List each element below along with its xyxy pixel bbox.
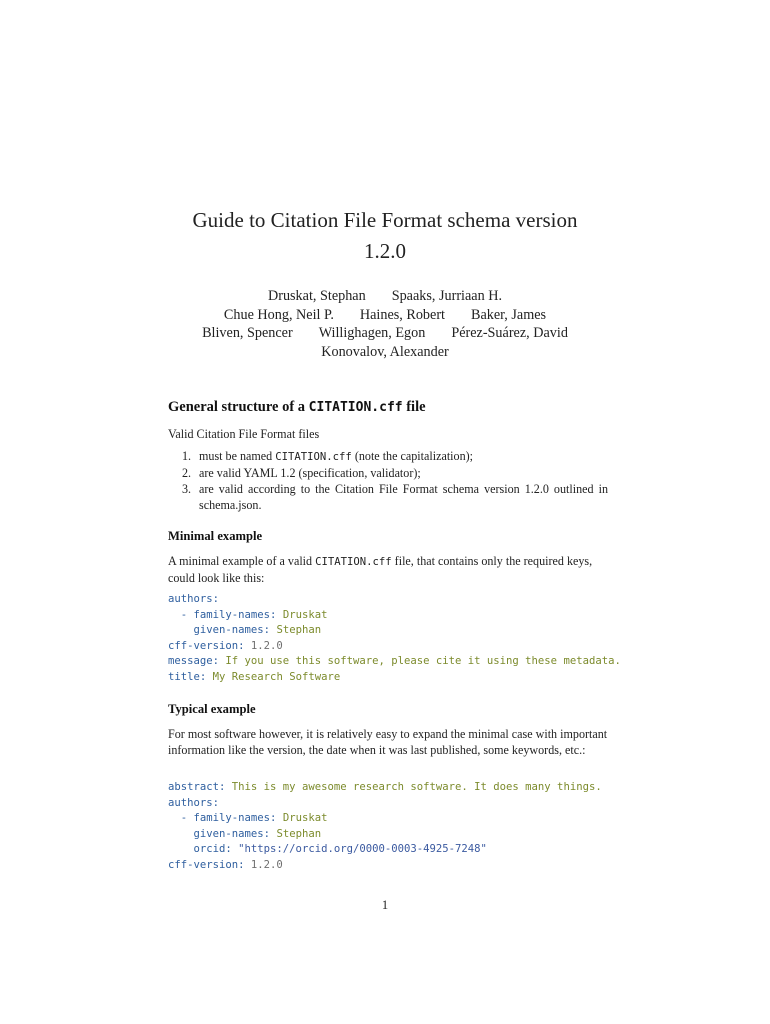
author-row — [150, 324, 620, 343]
code-line — [168, 608, 648, 624]
code-value: Stephan — [270, 827, 322, 840]
code-value: "https://orcid.org/0000-0003-4925-7248" — [231, 843, 487, 856]
list-number: 3. — [182, 482, 192, 496]
author-list — [150, 287, 620, 361]
paragraph-code: CITATION.cff — [315, 556, 392, 568]
list-text: are valid YAML 1.2 (specification, validator); — [199, 466, 421, 480]
subsection-heading-typical: Typical example — [168, 702, 256, 716]
code-value: Stephan — [270, 624, 322, 637]
paragraph-text: file, that contains only the required keys, could look like this: — [168, 554, 593, 585]
code-line — [168, 592, 648, 608]
document-title — [150, 205, 620, 267]
author-row — [150, 306, 620, 325]
list-text: must be named — [199, 449, 276, 463]
paragraph-text: A minimal example of a valid — [168, 554, 316, 568]
author-name: Druskat, Stephan — [267, 288, 366, 304]
author-name: Spaaks, Jurriaan H. — [391, 288, 503, 304]
list-number: 2. — [182, 466, 192, 480]
author-name: Chue Hong, Neil P. — [223, 306, 334, 323]
author-name: Pérez-Suárez, David — [451, 325, 568, 341]
author-name: Willighagen, Egon — [318, 325, 426, 341]
code-key: - — [168, 812, 194, 825]
code-line — [168, 858, 648, 874]
heading-text: General structure of a — [168, 399, 309, 415]
code-key: message: — [168, 655, 220, 668]
code-value: If you use this software, please cite it using these metadata. — [219, 655, 621, 668]
code-line — [168, 654, 648, 670]
author-row — [150, 287, 620, 306]
section-heading-general-structure — [168, 399, 426, 416]
code-key: cff-version: — [168, 858, 245, 871]
code-key: authors: — [168, 593, 220, 605]
code-block-typical — [168, 780, 648, 874]
page-number: 1 — [381, 898, 389, 912]
title-line-2: 1.2.0 — [364, 239, 406, 263]
code-key: family-names: — [193, 608, 277, 621]
code-key: - — [168, 608, 194, 621]
code-key: orcid: — [168, 843, 232, 856]
list-item — [168, 481, 608, 513]
title-line-1: Guide to Citation File Format schema version — [192, 208, 578, 232]
code-block-minimal — [168, 592, 648, 686]
code-key: given-names: — [168, 827, 271, 840]
heading-text: file — [402, 399, 426, 415]
code-line — [168, 827, 648, 843]
code-line — [168, 796, 648, 812]
list-number: 1. — [182, 449, 192, 463]
code-key: authors: — [168, 796, 220, 809]
list-text: (note the capitalization); — [351, 449, 474, 463]
code-line — [168, 842, 648, 858]
list-text: are valid according to the Citation File Format schema version 1.2.0 outlined in schema.json. — [199, 482, 608, 512]
code-key: abstract: — [168, 781, 226, 793]
code-line — [168, 811, 648, 827]
code-line — [168, 670, 648, 686]
minimal-paragraph — [168, 553, 608, 586]
heading-code: CITATION.cff — [308, 400, 403, 415]
list-code: CITATION.cff — [275, 451, 352, 463]
author-row — [150, 343, 620, 362]
code-value: 1.2.0 — [244, 639, 283, 652]
author-name: Haines, Robert — [359, 306, 445, 323]
code-value: Druskat — [276, 812, 328, 825]
typical-paragraph: For most software however, it is relatively easy to expand the minimal case with important information like the version, the date when it was last published, some keywords, etc.: — [168, 727, 608, 757]
code-key: given-names: — [168, 624, 271, 637]
list-item — [168, 448, 608, 465]
code-line — [168, 780, 648, 796]
code-key: family-names: — [193, 812, 277, 825]
subsection-heading-minimal: Minimal example — [168, 529, 263, 543]
code-value: Druskat — [276, 608, 328, 621]
author-name: Baker, James — [470, 306, 547, 323]
author-name: Bliven, Spencer — [202, 325, 293, 341]
author-name: Konovalov, Alexander — [321, 343, 449, 360]
code-line — [168, 639, 648, 655]
section-intro: Valid Citation File Format files — [168, 427, 320, 441]
code-value: This is my awesome research software. It does many things. — [225, 781, 602, 793]
code-value: My Research Software — [206, 670, 341, 683]
requirements-list — [168, 448, 608, 513]
code-key: title: — [168, 670, 207, 683]
code-value: 1.2.0 — [244, 858, 283, 871]
code-key: cff-version: — [168, 639, 245, 652]
code-line — [168, 623, 648, 639]
list-item — [168, 465, 608, 481]
